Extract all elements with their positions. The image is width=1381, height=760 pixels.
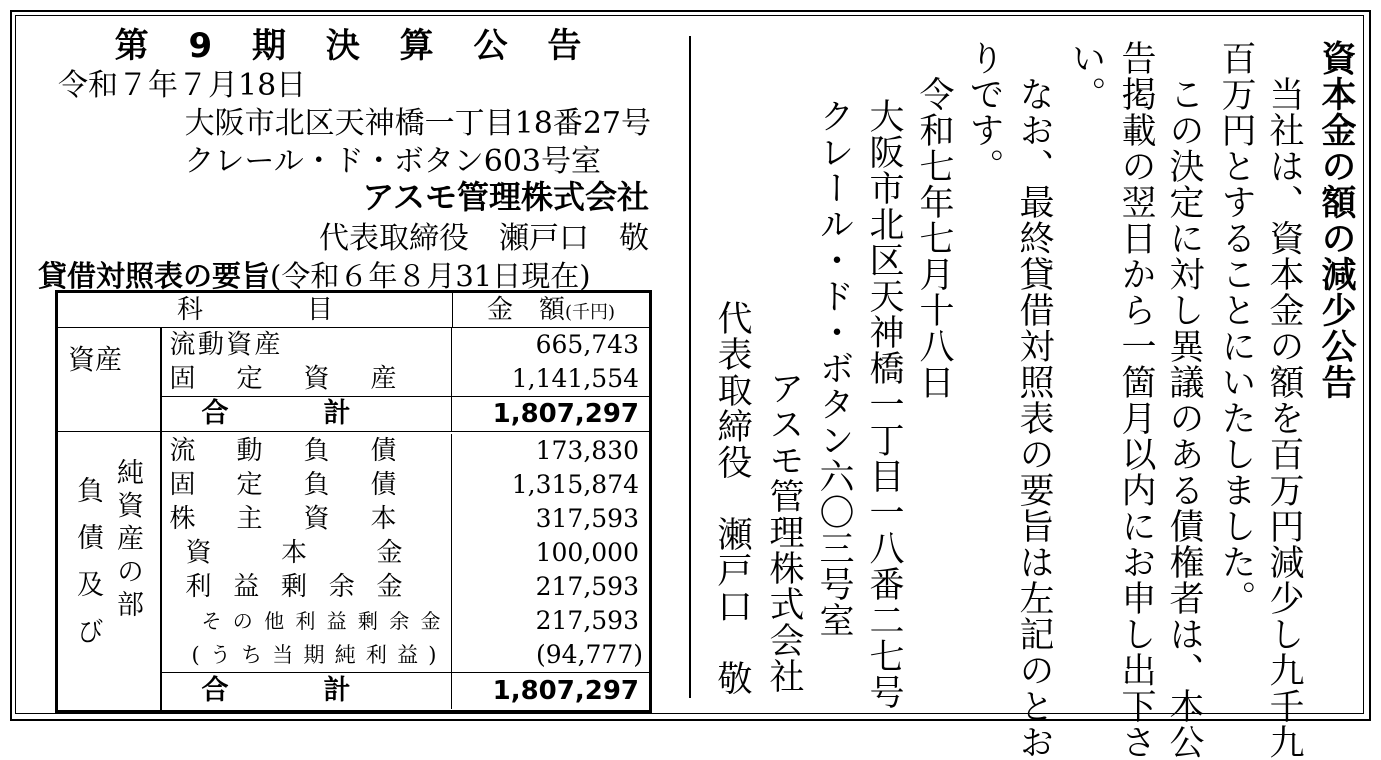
section-divider — [689, 36, 691, 698]
table-header-row — [57, 292, 651, 328]
balance-sheet-heading: 貸借対照表の要旨 — [38, 259, 271, 293]
representative: 代表取締役 瀬戸口 敬 — [319, 221, 649, 256]
announcement-date: 令和７年７月18日 — [58, 68, 307, 103]
notice-column: なお、最終貸借対照表の要旨は左記のとお — [1014, 76, 1054, 760]
header-amount — [453, 293, 649, 327]
balance-sheet-date: (令和６年８月31日現在) — [270, 259, 591, 293]
assets-category-line1: 資産 — [68, 345, 122, 376]
notice-column: い。 — [1066, 40, 1106, 112]
table-row: 利益剰余金 217,593 — [162, 570, 650, 604]
company-name: アスモ管理株式会社 — [362, 178, 649, 216]
liabilities-total-label: 合計 — [162, 673, 452, 709]
liabilities-category-col1: 負債及び — [72, 476, 103, 664]
assets-category — [57, 328, 161, 432]
liabilities-total-row — [162, 672, 650, 709]
assets-total-row — [162, 396, 650, 431]
notice-representative: 代表取締役 瀬戸口 敬 — [712, 300, 752, 696]
table-row: 固定資産 1,141,554 — [162, 362, 650, 396]
liabilities-total-value: 1,807,297 — [492, 675, 639, 706]
table-row: その他利益剰余金 217,593 — [162, 604, 650, 638]
header-unit: (千円) — [564, 302, 616, 323]
notice-column: この決定に対し異議のある債権者は、本公 — [1164, 76, 1204, 760]
notice-date: 令和七年七月十八日 — [914, 76, 954, 400]
notice-column: 告掲載の翌日から一箇月以内にお申し出下さ — [1116, 40, 1156, 760]
assets-total-label: 合計 — [162, 397, 452, 431]
company-address-line1: 大阪市北区天神橋一丁目18番27号 — [184, 106, 651, 141]
header-amount-label: 金 額 — [486, 295, 565, 325]
notice-address2: クレール・ド・ボタン六〇三号室 — [814, 98, 854, 638]
notice-column: りです。 — [964, 40, 1004, 184]
table-row: 流動負債 173,830 — [162, 434, 650, 468]
liabilities-section — [57, 432, 651, 712]
assets-section — [57, 328, 651, 432]
table-row: 資本金 100,000 — [162, 536, 650, 570]
page-title: 第 9 期 決 算 公 告 — [114, 26, 596, 66]
balance-sheet-table — [55, 290, 652, 713]
table-row: (うち当期純利益) (94,777) — [162, 638, 650, 672]
table-row: 株主資本 317,593 — [162, 502, 650, 536]
company-address-line2: クレール・ド・ボタン603号室 — [184, 144, 601, 179]
liabilities-category-col2: 純資産の部 — [112, 458, 143, 623]
header-subject: 科 目 — [58, 293, 453, 327]
table-row: 固定負債 1,315,874 — [162, 468, 650, 502]
notice-column: 当社は、資本金の額を百万円減少し九千九 — [1264, 76, 1304, 760]
balance-sheet-title — [38, 254, 591, 295]
liabilities-category — [57, 432, 161, 712]
notice-column: 百万円とすることにいたしました。 — [1216, 40, 1256, 616]
assets-total-value: 1,807,297 — [492, 399, 639, 429]
notice-company: アスモ管理株式会社 — [764, 370, 804, 694]
notice-title: 資本金の額の減少公告 — [1316, 40, 1356, 400]
table-row: 流動資産 665,743 — [162, 328, 650, 362]
notice-address1: 大阪市北区天神橋一丁目一八番二七号 — [864, 98, 904, 710]
